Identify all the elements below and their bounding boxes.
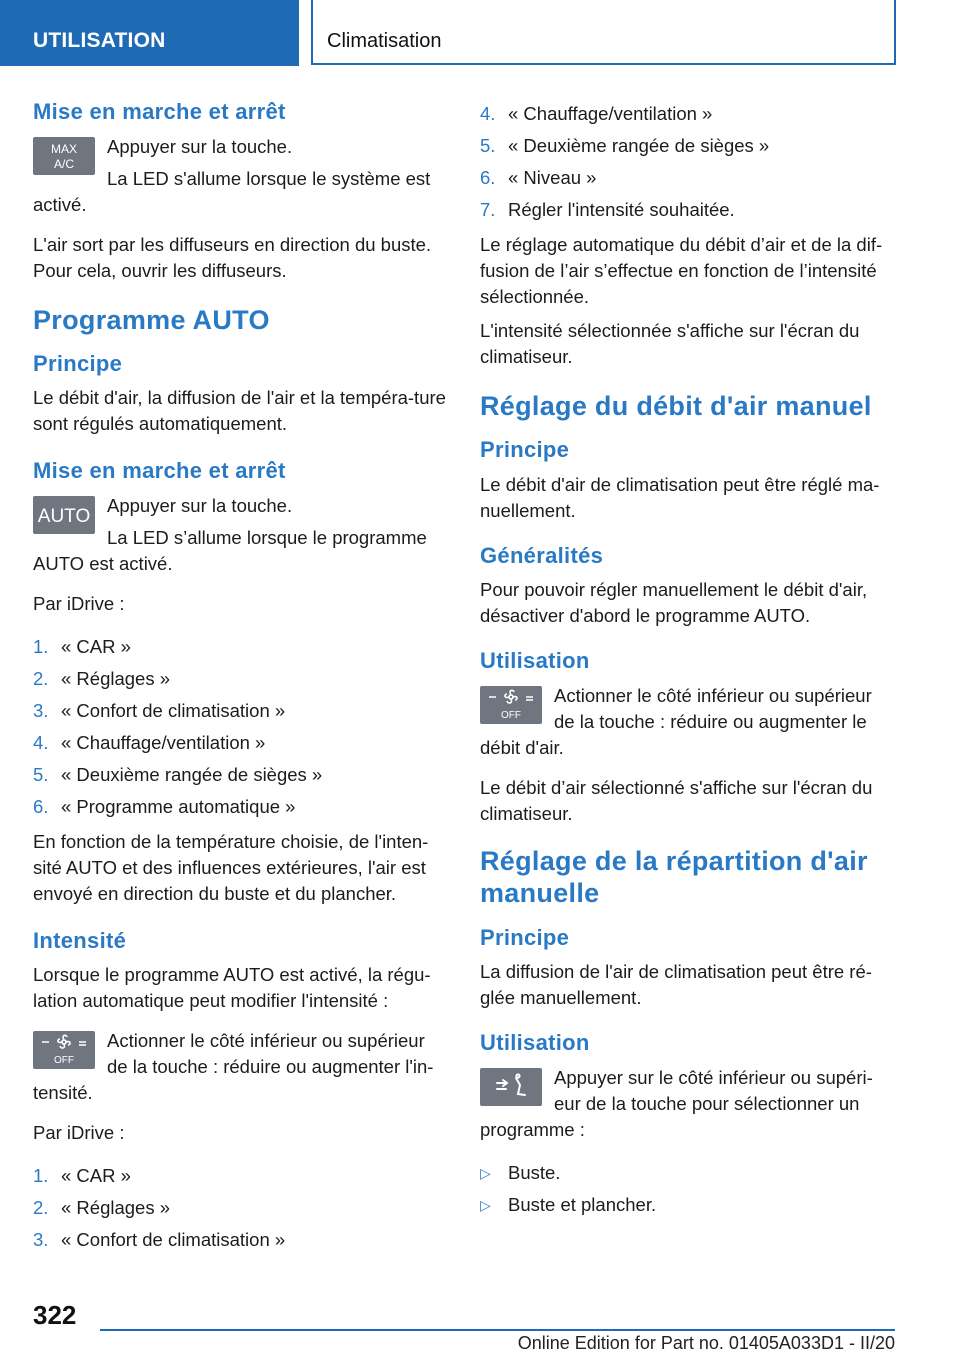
header-chapter-title: Climatisation (311, 0, 896, 65)
list-item: ▷ Buste. (480, 1161, 561, 1183)
svg-text:OFF: OFF (501, 709, 521, 721)
distribution-options-list (480, 1157, 893, 1221)
repartition-util-title: Utilisation (480, 1030, 590, 1056)
debit-general-title: Généralités (480, 542, 604, 568)
repartition-heading: Réglage de la répartition d'air manuelle (480, 845, 868, 909)
auto-instruction (33, 493, 446, 591)
list-item: 2. « Réglages » (33, 1197, 171, 1219)
auto-button-icon (33, 496, 95, 534)
maxac-line2: La LED s'allume lorsque le système est activé. (33, 167, 431, 215)
list-item: 2. « Réglages » (33, 667, 171, 689)
intensity-display-text: L'intensité sélectionnée s'affiche sur l'écran du climatiseur. (480, 320, 860, 367)
debit-principe-text: Le débit d'air de climatisation peut être réglé ma-nuellement. (480, 473, 880, 521)
page-number: 322 (33, 1300, 77, 1330)
debit-util-title: Utilisation (480, 648, 590, 674)
continued-steps-list (480, 98, 893, 226)
auto-adjust-text: Le réglage automatique du débit d’air et de la dif-fusion de l’air s’effectue en fonction de l’intensité sélectionnée. (480, 234, 883, 307)
list-item: ▷ Buste et plancher. (480, 1193, 657, 1215)
left-column (33, 98, 446, 1262)
repartition-principe-title: Principe (480, 924, 570, 950)
list-item: 3. « Confort de climatisation » (33, 1229, 286, 1251)
right-column (480, 98, 893, 1227)
auto-idrive-label: Par iDrive : (33, 592, 125, 614)
list-item: 7. Régler l'intensité souhaitée. (480, 199, 735, 220)
header-section-tab: UTILISATION (0, 0, 299, 66)
auto-steps-list (33, 631, 446, 823)
repartition-instr: Appuyer sur le côté inférieur ou supéri-eur de la touche pour sélectionner un programme : (480, 1066, 873, 1140)
list-item: 1. « CAR » (33, 635, 131, 657)
fan-button-icon (33, 1031, 95, 1069)
maxac-instruction (33, 134, 446, 232)
auto-principe-text: Le débit d'air, la diffusion de l'air et la tempéra-ture sont régulés automatiquement. (33, 387, 446, 435)
auto-heading: Programme AUTO (33, 304, 270, 335)
auto-line1: Appuyer sur la touche. (107, 494, 293, 516)
debit-instr: Actionner le côté inférieur ou supérieur de la touche : réduire ou augmenter le débit d'air. (480, 684, 872, 758)
list-item: 4. « Chauffage/ventilation » (480, 103, 713, 124)
list-item: 6. « Programme automatique » (33, 795, 296, 817)
intensite-idrive-label: Par iDrive : (33, 1122, 125, 1144)
auto-line2: La LED s’allume lorsque le programme AUTO est activé. (33, 526, 427, 574)
list-item: 4. « Chauffage/ventilation » (33, 731, 266, 753)
maxac-line1: Appuyer sur la touche. (107, 135, 293, 157)
repartition-instruction (480, 1065, 893, 1157)
fan-button-icon (480, 686, 542, 724)
max-ac-button-icon (33, 137, 95, 175)
footer-divider (100, 1329, 895, 1331)
debit-principe-title: Principe (480, 437, 570, 463)
intensite-steps-list (33, 1160, 446, 1256)
debit-general-text: Pour pouvoir régler manuellement le débit d'air, désactiver d'abord le programme AUTO. (480, 579, 868, 627)
svg-text:OFF: OFF (54, 1055, 74, 1067)
debit-instruction (480, 683, 893, 775)
debit-heading: Réglage du débit d'air manuel (480, 391, 872, 421)
list-item: 5. « Deuxième rangée de sièges » (33, 763, 323, 785)
list-item: 6. « Niveau » (480, 167, 597, 188)
intensite-instr: Actionner le côté inférieur ou supérieur de la touche : réduire ou augmenter l'in-tensité. (33, 1030, 434, 1104)
intensite-text: Lorsque le programme AUTO est activé, la régu-lation automatique peut modifier l'intensité : (33, 964, 431, 1012)
auto-principe-title: Principe (33, 350, 123, 376)
auto-after-text: En fonction de la température choisie, de l'inten-sité AUTO et des influences extérieures, l'air est envoyé en direction du buste et du plancher. (33, 830, 429, 904)
repartition-principe-text: La diffusion de l'air de climatisation peut être ré-glée manuellement. (480, 961, 872, 1009)
svg-text:MAX: MAX (50, 141, 78, 156)
svg-text:AUTO: AUTO (37, 505, 91, 527)
list-item: 5. « Deuxième rangée de sièges » (480, 135, 770, 156)
maxac-title: Mise en marche et arrêt (33, 99, 286, 124)
intensite-title: Intensité (33, 927, 127, 953)
air-distribution-button-icon (480, 1068, 542, 1106)
footer-edition: Online Edition for Part no. 01405A033D1 - II/20 (517, 1333, 895, 1353)
list-item: 3. « Confort de climatisation » (33, 699, 286, 721)
debit-after-text: Le débit d’air sélectionné s'affiche sur l'écran du climatiseur. (480, 776, 873, 824)
list-item: 1. « CAR » (33, 1165, 131, 1187)
maxac-para: L'air sort par les diffuseurs en direction du buste. Pour cela, ouvrir les diffuseurs. (33, 233, 432, 281)
auto-onoff-title: Mise en marche et arrêt (33, 458, 286, 484)
svg-text:A/C: A/C (53, 156, 75, 171)
intensite-instruction (33, 1028, 446, 1120)
